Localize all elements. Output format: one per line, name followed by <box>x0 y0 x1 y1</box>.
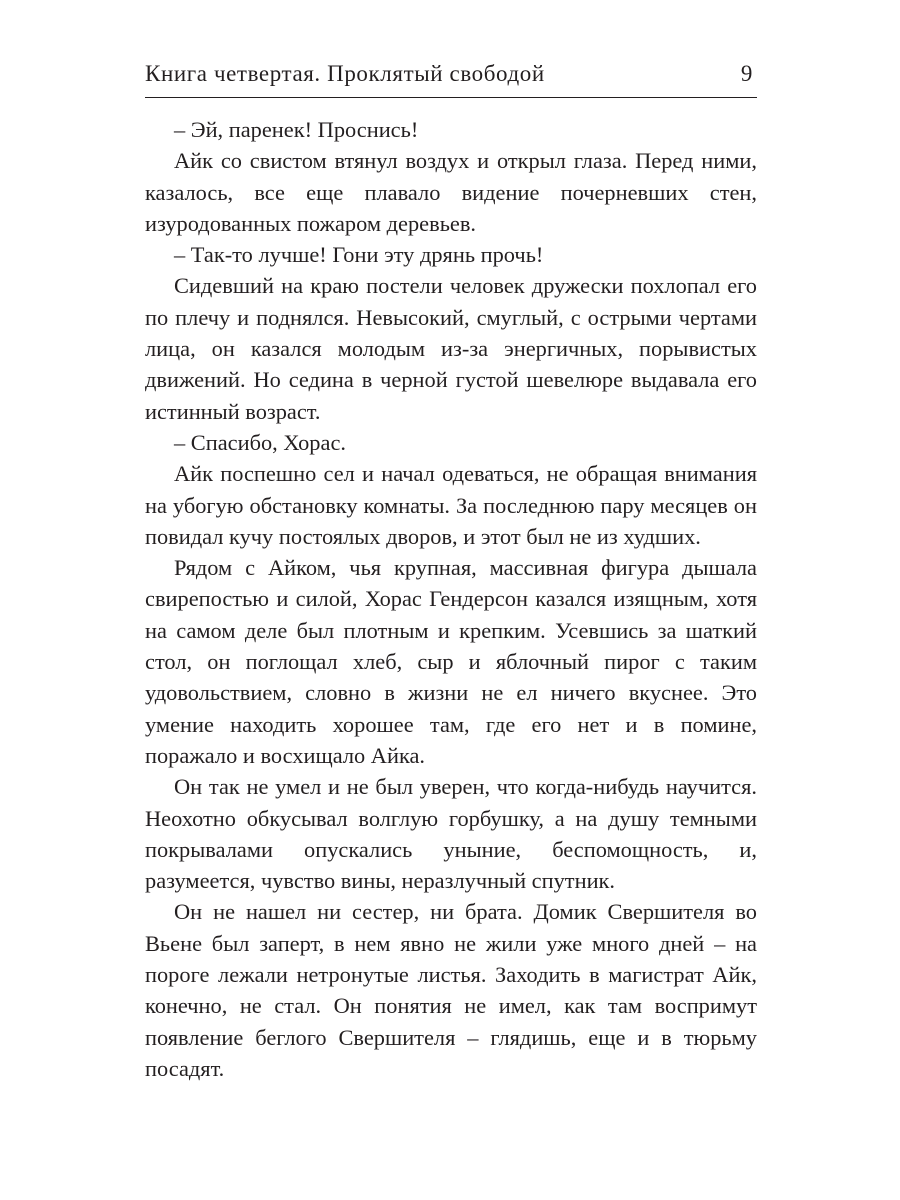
paragraph: Сидевший на краю постели человек дружески похлопал его по плечу и поднялся. Невысокий, смуглый, с острыми чертами лица, он казался молодым из-за энергичных, порывистых движений. Но седина в черной густой шевелюре выдавала его истинный возраст. <box>145 273 757 424</box>
paragraph: Рядом с Айком, чья крупная, массивная фигура дышала свирепостью и силой, Хорас Гендерсон казался изящным, хотя на самом деле был плотным и крепким. Усевшись за шаткий стол, он поглощал хлеб, сыр и яблочный пирог с таким удовольствием, словно в жизни не ел ничего вкуснее. Это умение находить хорошее там, где его нет и в помине, поражало и восхищало Айка. <box>145 555 757 768</box>
paragraph: Айк со свистом втянул воздух и открыл глаза. Перед ними, казалось, все еще плавало видение почерневших стен, изуродованных пожаром деревьев. <box>145 148 757 236</box>
page-number: 9 <box>740 61 753 86</box>
paragraph: – Спасибо, Хорас. <box>174 429 346 455</box>
running-title: Книга четвертая. Проклятый свободой <box>145 61 545 86</box>
running-header <box>145 60 757 98</box>
paragraph: Он так не умел и не был уверен, что когда-нибудь научится. Неохотно обкусывал волглую горбушку, а на душу темными покрывалами опускались уныние, беспомощность, и, разумеется, чувство вины, неразлучный спутник. <box>145 774 757 894</box>
paragraph: – Эй, паренек! Проснись! <box>174 117 419 142</box>
body-text <box>145 114 757 1084</box>
paragraph: Айк поспешно сел и начал одеваться, не обращая внимания на убогую обстановку комнаты. За последнюю пару месяцев он повидал кучу постоялых дворов, и этот был не из худших. <box>145 461 757 549</box>
paragraph: – Так-то лучше! Гони эту дрянь прочь! <box>174 242 544 268</box>
book-page <box>145 60 757 1084</box>
paragraph: Он не нашел ни сестер, ни брата. Домик Свершителя во Вьене был заперт, в нем явно не жили уже много дней – на пороге лежали нетронутые листья. Заходить в магистрат Айк, конечно, не стал. Он понятия не имел, как там воспримут появление беглого Свершителя – глядишь, еще и в тюрьму посадят. <box>145 899 757 1081</box>
